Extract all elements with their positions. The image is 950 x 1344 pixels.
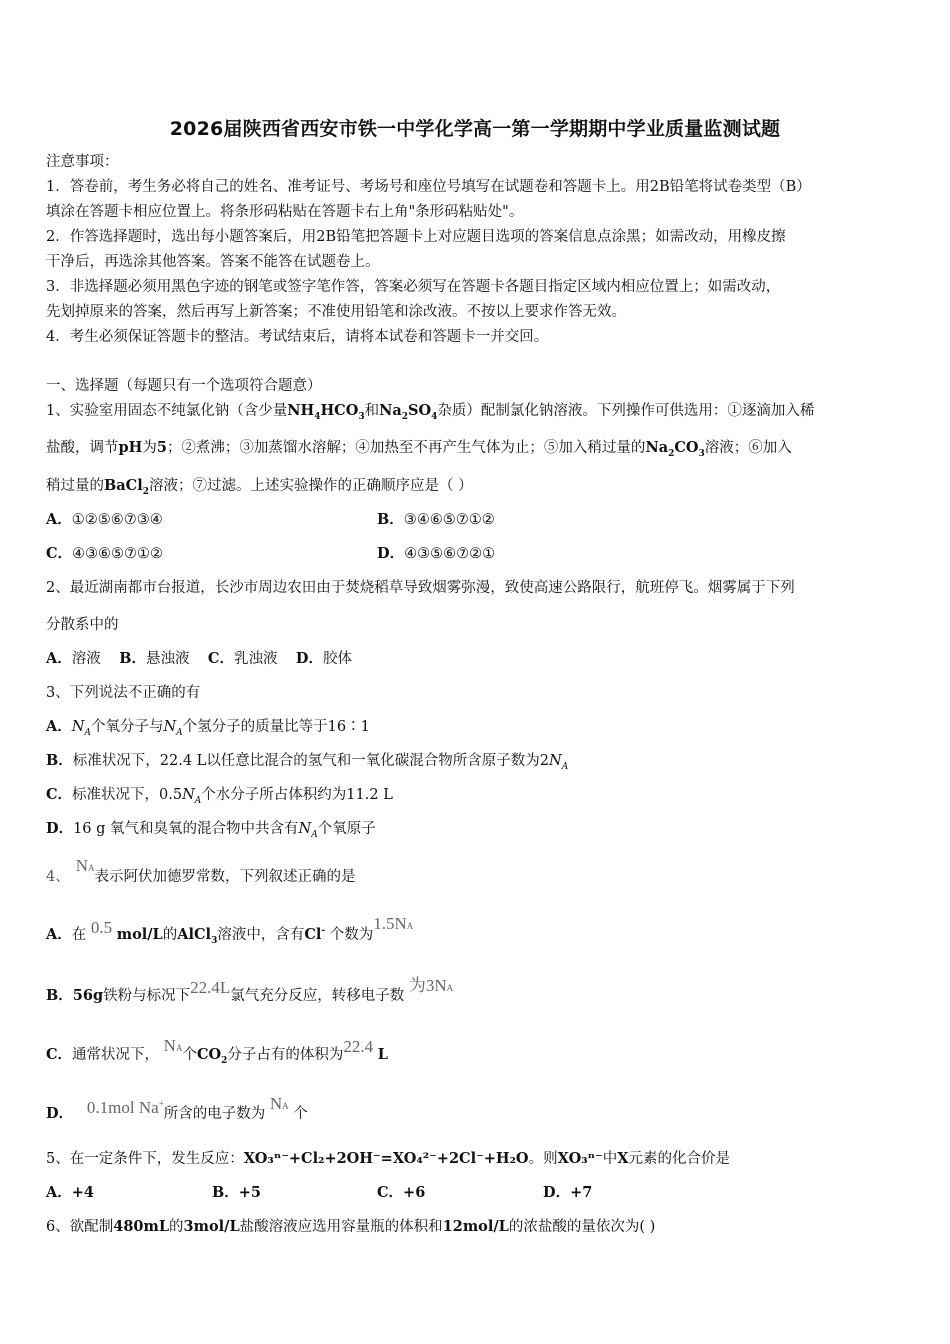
question-2-line: 2、最近湖南都市台报道，长沙市周边农田由于焚烧稻草导致烟雾弥漫，致使高速公路限行，航班停飞。烟雾属于下列 [46,580,795,596]
question-5-option-a[interactable]: A．+4 [46,1184,95,1201]
question-1-option-c[interactable]: C．④③⑥⑤⑦①② [46,545,164,562]
question-2-option-a[interactable]: A．溶液 [46,650,101,667]
na-symbol-image: NA [75,856,95,875]
notice-line: 干净后，再选涂其他答案。答案不能答在试题卷上。 [46,254,380,270]
notice-heading: 注意事项： [46,154,119,170]
notice-line: 填涂在答题卡相应位置上。将条形码粘贴在答题卡右上角"条形码粘贴处"。 [46,204,524,220]
notice-line: 先划掉原来的答案，然后再写上新答案；不准使用铅笔和涂改液。不按以上要求作答无效。 [46,304,626,320]
question-4-stem: 4、NA表示阿伏加德罗常数，下列叙述正确的是 [46,856,356,885]
question-3-stem: 3、下列说法不正确的有 [46,685,201,701]
question-1-option-d[interactable]: D．④③⑤⑥⑦②① [377,545,496,562]
section-heading: 一、选择题（每题只有一个选项符合题意） [46,378,322,394]
question-2-option-c[interactable]: C．乳浊液 [207,650,278,667]
question-2-option-b[interactable]: B．悬浊液 [119,650,190,667]
question-4-option-c[interactable]: C．通常状况下， NA个$CO_2$分子占有的体积为22.4 L [46,1036,388,1066]
page-title: 2026届陕西省西安市铁一中学化学高一第一学期期中学业质量监测试题 [169,118,781,140]
question-2-line: 分散系中的 [46,617,119,633]
question-4-option-d[interactable]: D． 0.1mol Na+所含的电子数为 NA 个 [46,1094,308,1122]
question-3-option-c[interactable]: C．标准状况下，$0.5N_A$个水分子所占体积约为11.2 L [46,786,393,806]
question-1-option-b[interactable]: B．③④⑥⑤⑦①② [377,511,495,528]
question-5-stem: 5、在一定条件下，发生反应：XO₃ⁿ⁻+Cl₂+2OH⁻=XO₄²⁻+2Cl⁻+H₂O。则XO₃ⁿ⁻中X元素的化合价是 [46,1150,731,1167]
question-3-option-d[interactable]: D．16 g 氧气和臭氧的混合物中共含有$N_A$个氧原子 [46,820,376,840]
notice-line: 4．考生必须保证答题卡的整洁。考试结束后，请将本试卷和答题卡一并交回。 [46,329,549,345]
question-5-option-c[interactable]: C．+6 [377,1184,426,1201]
question-2-options [46,649,352,669]
question-4-option-b[interactable]: B．56g铁粉与标况下22.4L氯气充分反应，转移电子数 为3NA [46,976,454,1004]
question-1-line: 1、实验室用固态不纯氯化钠（含少量$NH_4HCO_3$和$Na_2SO_4$杂质）配制氯化钠溶液。下列操作可供选用：①逐滴加入稀 [46,402,815,422]
question-2-option-d[interactable]: D．胶体 [295,650,352,667]
notice-line: 3．非选择题必须用黑色字迹的钢笔或签字笔作答，答案必须写在答题卡各题目指定区域内相应位置上；如需改动， [46,279,781,295]
question-6-stem: 6、欲配制480mL的3mol/L盐酸溶液应选用容量瓶的体积和12mol/L的浓盐酸的量依次为( ) [46,1218,656,1235]
question-1-option-a[interactable]: A．①②⑤⑥⑦③④ [46,511,163,528]
question-5-option-d[interactable]: D．+7 [543,1184,593,1201]
notice-line: 2．作答选择题时，选出每小题答案后，用2B铅笔把答题卡上对应题目选项的答案信息点涂黑；如需改动，用橡皮擦 [46,229,786,245]
question-1-line: 盐酸，调节pH为5；②煮沸；③加蒸馏水溶解；④加热至不再产生气体为止；⑤加入稍过量的$Na_2CO_3$溶液；⑥加入 [46,439,792,459]
notice-line: 1．答卷前，考生务必将自己的姓名、准考证号、考场号和座位号填写在试题卷和答题卡上。用2B铅笔将试卷类型（B） [46,179,811,195]
question-5-option-b[interactable]: B．+5 [212,1184,262,1201]
question-3-option-b[interactable]: B．标准状况下，22.4 L以任意比混合的氢气和一氧化碳混合物所含原子数为$2N_A$ [46,752,569,772]
question-3-option-a[interactable]: A．$N_A$个氧分子与$N_A$个氢分子的质量比等于16∶1 [46,718,370,738]
question-4-option-a[interactable]: A．在 0.5 mol/L的AlCl$_3$溶液中，含有Cl- 个数为1.5NA [46,914,414,946]
question-1-line: 稍过量的BaCl$_2$溶液；⑦过滤。上述实验操作的正确顺序应是（ ） [46,477,473,497]
